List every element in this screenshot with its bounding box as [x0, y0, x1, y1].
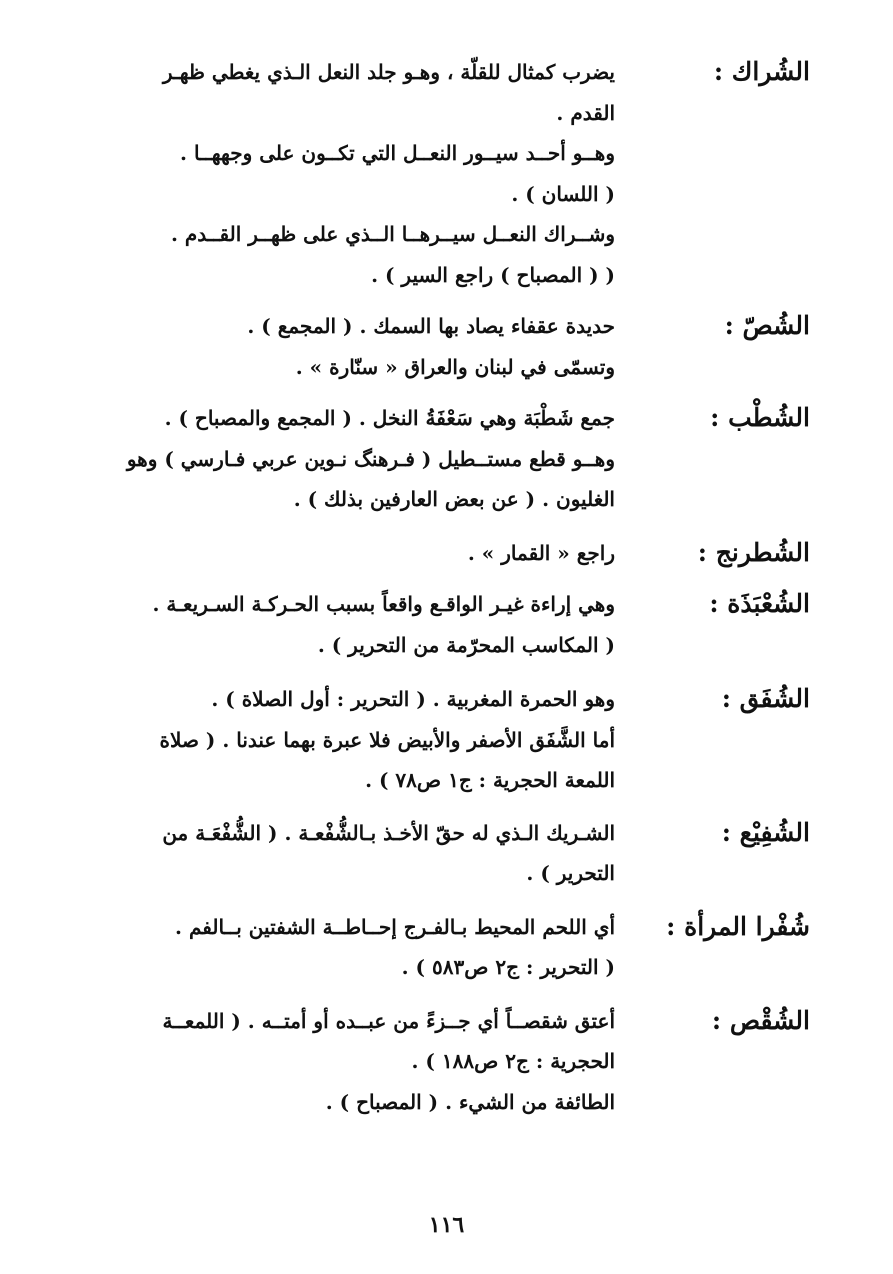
entry-definition	[85, 52, 615, 295]
glossary-entry	[0, 907, 893, 988]
entry-definition	[85, 1001, 615, 1123]
glossary-entry	[0, 533, 893, 574]
glossary-entries	[0, 52, 893, 1122]
definition-line: وهــو أحــد سيــور النعــل التي تكــون على وجههــا .	[180, 141, 615, 165]
entry-term: الشُطْب :	[710, 403, 810, 432]
definition-line: وهي إراءة غيـر الواقـع واقعاً بسبب الحـركـة السـريعـة .	[152, 592, 615, 616]
entry-term: الشُعْبَذَة :	[709, 589, 810, 618]
definition-line: التحرير ) .	[526, 861, 615, 885]
page-number: ١١٦	[428, 1212, 465, 1238]
glossary-entry	[0, 306, 893, 387]
definition-line: ( اللسان ) .	[511, 181, 615, 206]
definition-line: ( المكاسب المحرّمة من التحرير ) .	[317, 632, 615, 657]
entry-term: الشُطرنج :	[697, 537, 810, 567]
definition-line: راجع « القمار » .	[467, 540, 615, 565]
entry-definition	[85, 813, 615, 894]
entry-term: الشُفَق :	[721, 684, 810, 713]
glossary-entry	[0, 52, 893, 295]
definition-line: وهــو قطع مستــطيل ( فـرهنگ نـوين عربي فـارسي ) وهو	[126, 446, 615, 471]
definition-line: أي اللحم المحيط بـالفـرج إحــاطــة الشفتين بــالفم .	[175, 914, 615, 939]
entry-term: الشُراك :	[713, 57, 810, 86]
definition-line: اللمعة الحجرية : ج١ ص٧٨ ) .	[365, 768, 615, 792]
entry-definition	[85, 907, 615, 988]
entry-definition	[85, 584, 615, 665]
definition-line: الطائفة من الشيء . ( المصباح ) .	[325, 1089, 615, 1114]
definition-line: القدم .	[556, 100, 615, 125]
definition-line: جمع شَطْبَة وهي سَعْفَةُ النخل . ( المجمع والمصباح ) .	[164, 406, 615, 430]
entry-term: الشُصّ :	[724, 311, 810, 340]
definition-line: يضرب كمثال للقلّة ، وهـو جلد النعل الـذي يغطي ظهـر	[162, 60, 615, 84]
glossary-entry	[0, 584, 893, 665]
glossary-entry	[0, 679, 893, 801]
definition-line: وتسمّى في لبنان والعراق « سنّارة » .	[295, 354, 615, 379]
definition-line: الحجرية : ج٢ ص١٨٨ ) .	[411, 1049, 615, 1073]
entry-term: شُفْرا المرأة :	[666, 911, 810, 941]
definition-line: وشــراك النعــل سيــرهــا الــذي على ظهــر القــدم .	[170, 222, 615, 246]
glossary-entry	[0, 813, 893, 894]
entry-definition	[85, 306, 615, 387]
entry-definition	[85, 398, 615, 520]
definition-line: أعتق شقصــاً أي جــزءً من عبــده أو أمتــه . ( اللمعــة	[162, 1008, 615, 1033]
definition-line: وهو الحمرة المغربية . ( التحرير : أول الصلاة ) .	[211, 687, 615, 711]
definition-line: ( ( المصباح ) راجع السير ) .	[371, 262, 615, 287]
glossary-entry	[0, 398, 893, 520]
entry-definition	[85, 533, 615, 574]
definition-line: الغليون . ( عن بعض العارفين بذلك ) .	[293, 487, 615, 511]
definition-line: حديدة عقفاء يصاد بها السمك . ( المجمع ) .	[247, 314, 615, 338]
definition-line: أما الشَّفَق الأصفر والأبيض فلا عبرة بهما عندنا . ( صلاة	[159, 727, 615, 752]
definition-line: الشـريك الـذي له حقّ الأخـذ بـالشُّفْعـة . ( الشُّفْعَـة من	[162, 820, 615, 845]
definition-line: ( التحرير : ج٢ ص٥٨٣ ) .	[401, 955, 615, 979]
entry-definition	[85, 679, 615, 801]
glossary-entry	[0, 1001, 893, 1123]
entry-term: الشُقْص :	[711, 1005, 810, 1035]
entry-term: الشُفِيْع :	[721, 817, 810, 847]
